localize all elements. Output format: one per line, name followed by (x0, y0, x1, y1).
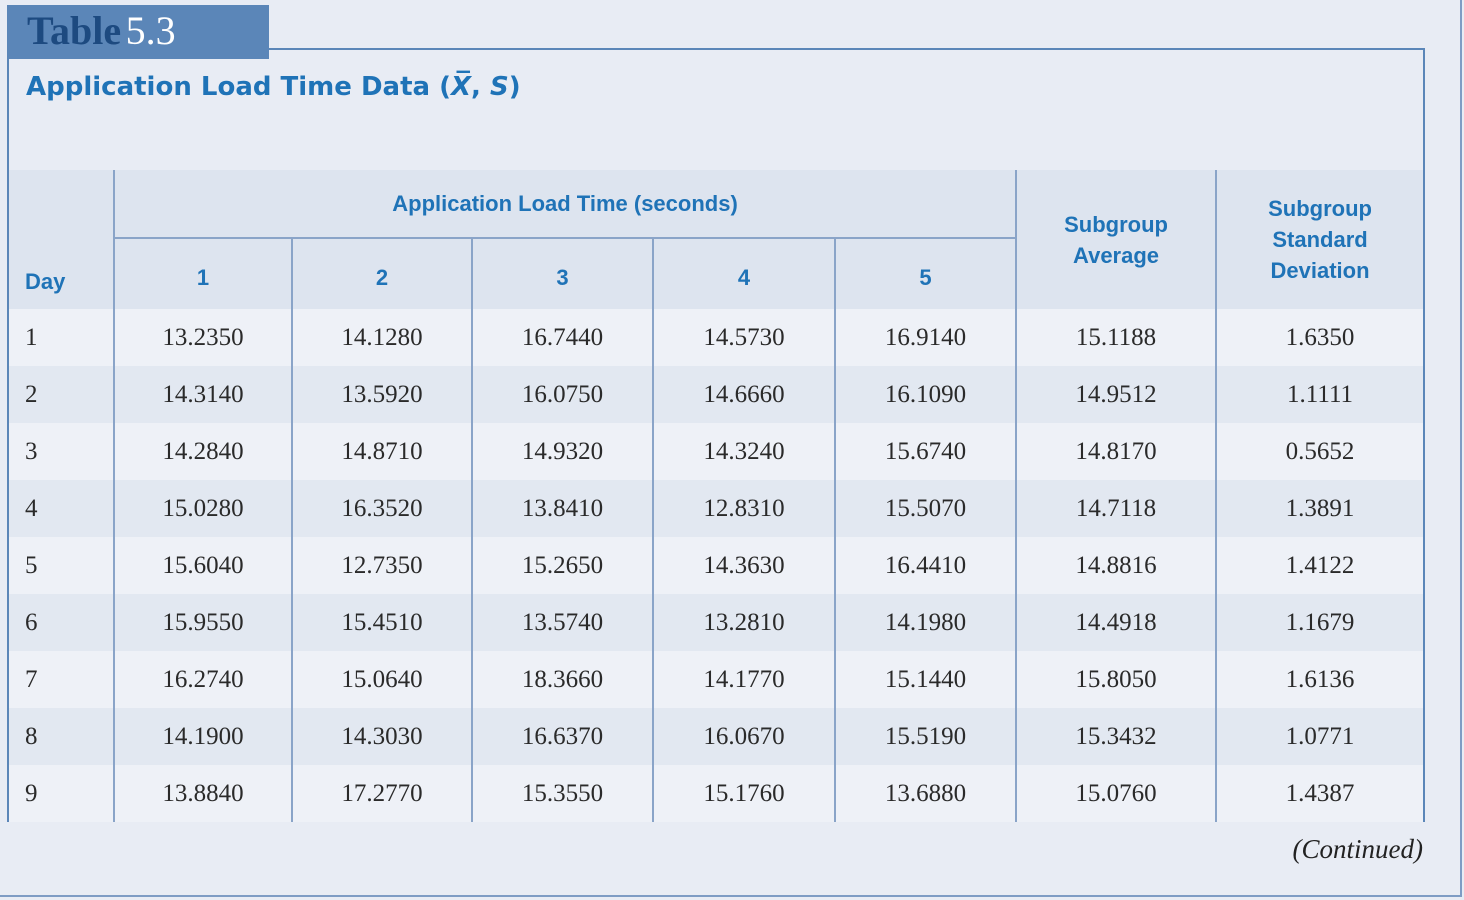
value-cell: 14.1980 (835, 594, 1016, 651)
day-cell: 8 (9, 708, 114, 765)
subtitle-s: S (489, 72, 509, 102)
header-group: Application Load Time (seconds) (114, 170, 1016, 238)
value-cell: 14.9320 (472, 423, 653, 480)
value-cell: 14.3630 (653, 537, 835, 594)
value-cell: 12.7350 (292, 537, 472, 594)
value-cell: 14.3030 (292, 708, 472, 765)
value-cell: 1.1679 (1216, 594, 1423, 651)
value-cell: 13.8410 (472, 480, 653, 537)
subtitle-suffix: ) (508, 72, 521, 102)
value-cell: 14.7118 (1016, 480, 1216, 537)
value-cell: 14.8710 (292, 423, 472, 480)
value-cell: 14.1770 (653, 651, 835, 708)
value-cell: 13.5920 (292, 366, 472, 423)
header-col-3: 3 (472, 238, 653, 309)
value-cell: 15.0760 (1016, 765, 1216, 822)
value-cell: 13.8840 (114, 765, 292, 822)
value-cell: 16.3520 (292, 480, 472, 537)
value-cell: 1.4387 (1216, 765, 1423, 822)
day-cell: 4 (9, 480, 114, 537)
value-cell: 16.9140 (835, 309, 1016, 366)
day-cell: 7 (9, 651, 114, 708)
value-cell: 14.2840 (114, 423, 292, 480)
table-row (9, 765, 1423, 822)
header-avg-line1: Subgroup (1064, 211, 1168, 237)
subtitle-prefix: Application Load Time Data ( (26, 72, 451, 102)
value-cell: 15.9550 (114, 594, 292, 651)
continued-note: (Continued) (1292, 834, 1423, 864)
value-cell: 13.6880 (835, 765, 1016, 822)
day-cell: 1 (9, 309, 114, 366)
day-cell: 2 (9, 366, 114, 423)
value-cell: 14.6660 (653, 366, 835, 423)
table-row (9, 423, 1423, 480)
header-col-1: 1 (114, 238, 292, 309)
day-cell: 5 (9, 537, 114, 594)
table-row (9, 309, 1423, 366)
table-row (9, 594, 1423, 651)
value-cell: 14.5730 (653, 309, 835, 366)
table-label-tab (7, 5, 269, 59)
value-cell: 14.8170 (1016, 423, 1216, 480)
value-cell: 14.8816 (1016, 537, 1216, 594)
subtitle-sep: , (471, 72, 490, 102)
value-cell: 1.3891 (1216, 480, 1423, 537)
value-cell: 16.0750 (472, 366, 653, 423)
value-cell: 14.3140 (114, 366, 292, 423)
table-label-number: 5.3 (125, 8, 176, 53)
value-cell: 15.2650 (472, 537, 653, 594)
table-row (9, 480, 1423, 537)
value-cell: 15.6040 (114, 537, 292, 594)
value-cell: 13.5740 (472, 594, 653, 651)
load-time-table (9, 170, 1423, 822)
value-cell: 15.8050 (1016, 651, 1216, 708)
value-cell: 1.1111 (1216, 366, 1423, 423)
value-cell: 1.0771 (1216, 708, 1423, 765)
day-cell: 3 (9, 423, 114, 480)
value-cell: 15.1440 (835, 651, 1016, 708)
table-row (9, 651, 1423, 708)
value-cell: 16.2740 (114, 651, 292, 708)
subtitle-xbar: X̅ (451, 72, 472, 102)
day-cell: 6 (9, 594, 114, 651)
value-cell: 0.5652 (1216, 423, 1423, 480)
header-col-5: 5 (835, 238, 1016, 309)
value-cell: 16.7440 (472, 309, 653, 366)
table-row (9, 537, 1423, 594)
header-col-2: 2 (292, 238, 472, 309)
header-col-4: 4 (653, 238, 835, 309)
value-cell: 14.1900 (114, 708, 292, 765)
value-cell: 16.0670 (653, 708, 835, 765)
value-cell: 15.3432 (1016, 708, 1216, 765)
value-cell: 18.3660 (472, 651, 653, 708)
value-cell: 15.1760 (653, 765, 835, 822)
header-subgroup-average (1016, 170, 1216, 309)
value-cell: 15.0280 (114, 480, 292, 537)
value-cell: 12.8310 (653, 480, 835, 537)
header-sd-line2: Standard (1272, 227, 1368, 252)
table-body (9, 309, 1423, 822)
value-cell: 15.5190 (835, 708, 1016, 765)
header-avg-line2: Average (1073, 242, 1160, 268)
header-subgroup-sd (1216, 170, 1423, 309)
header-sd-line3: Deviation (1270, 258, 1370, 283)
value-cell: 15.5070 (835, 480, 1016, 537)
value-cell: 15.4510 (292, 594, 472, 651)
value-cell: 14.9512 (1016, 366, 1216, 423)
value-cell: 16.4410 (835, 537, 1016, 594)
value-cell: 14.4918 (1016, 594, 1216, 651)
value-cell: 1.4122 (1216, 537, 1423, 594)
value-cell: 13.2810 (653, 594, 835, 651)
value-cell: 17.2770 (292, 765, 472, 822)
day-cell: 9 (9, 765, 114, 822)
value-cell: 15.0640 (292, 651, 472, 708)
value-cell: 13.2350 (114, 309, 292, 366)
value-cell: 15.6740 (835, 423, 1016, 480)
value-cell: 14.3240 (653, 423, 835, 480)
value-cell: 15.1188 (1016, 309, 1216, 366)
table-subtitle (26, 72, 521, 102)
value-cell: 1.6350 (1216, 309, 1423, 366)
table-row (9, 708, 1423, 765)
value-cell: 14.1280 (292, 309, 472, 366)
header-sd-line1: Subgroup (1268, 196, 1372, 221)
value-cell: 15.3550 (472, 765, 653, 822)
table-row (9, 366, 1423, 423)
value-cell: 1.6136 (1216, 651, 1423, 708)
value-cell: 16.6370 (472, 708, 653, 765)
header-day: Day (9, 170, 114, 309)
table-label-word: Table (27, 8, 122, 53)
value-cell: 16.1090 (835, 366, 1016, 423)
